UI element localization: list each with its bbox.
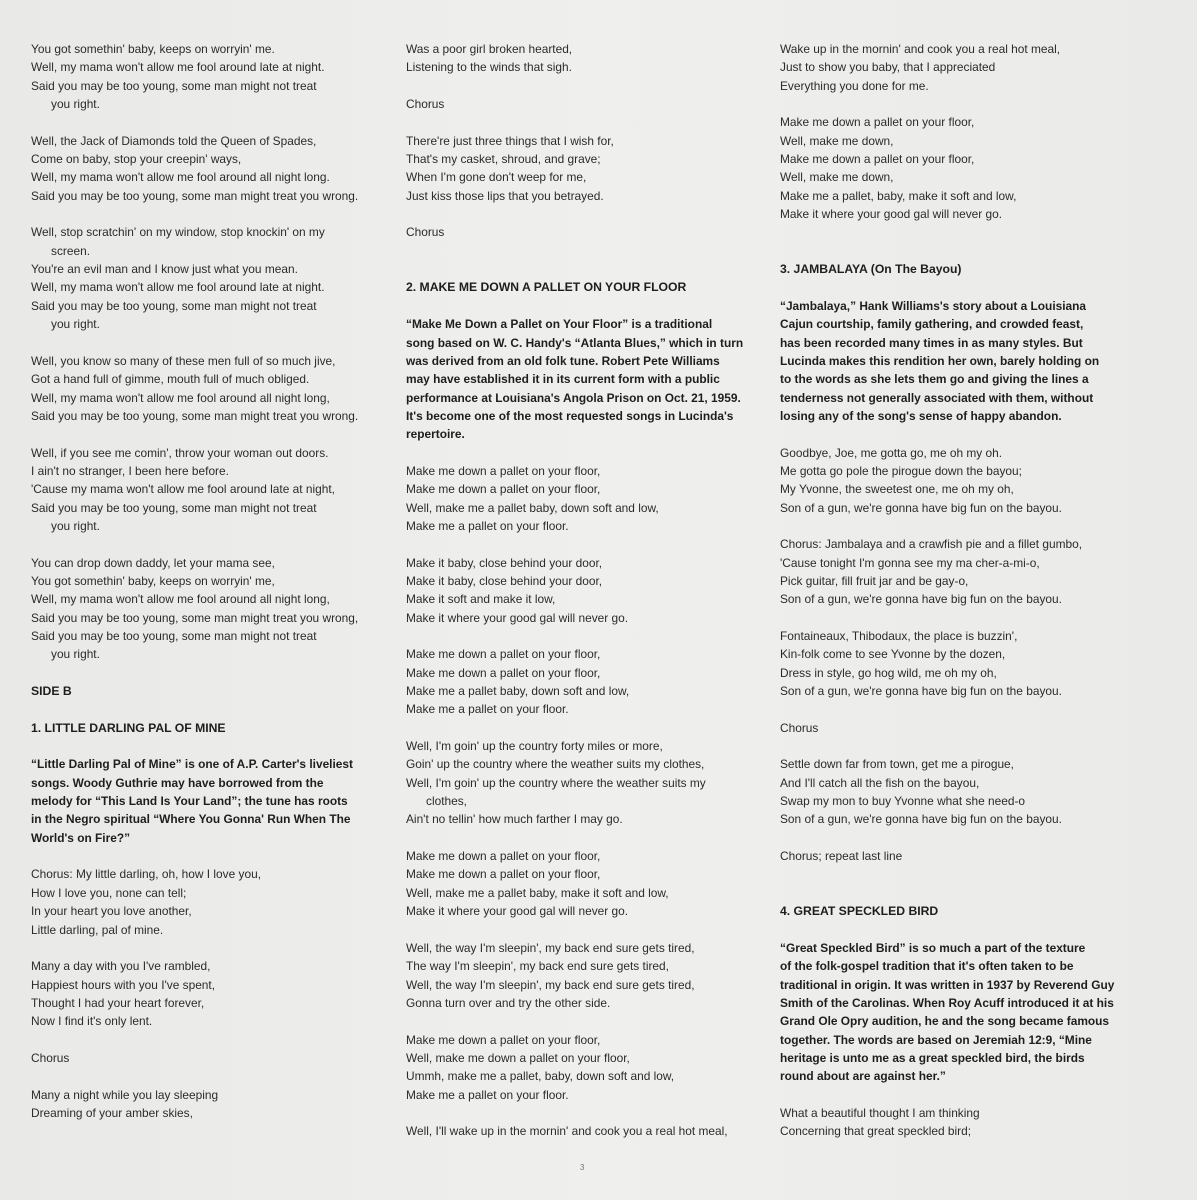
lyric-line: Make me down a pallet on your floor, — [406, 463, 601, 478]
lyric-line: Said you may be too young, some man might treat you wrong. — [31, 188, 359, 203]
lyric-line: Thought I had your heart forever, — [31, 995, 205, 1010]
blank-line — [780, 1086, 1120, 1104]
lyric-line: Make it soft and make it low, — [406, 592, 556, 607]
lyric-line: Said you may be too young, some man might treat you wrong, — [31, 610, 359, 625]
lyric-line: Make me down a pallet on your floor, — [406, 1032, 601, 1047]
lyric-line: Chorus: Jambalaya and a crawfish pie and a fillet gumbo, — [780, 537, 1083, 552]
song-intro-line: melody for “This Land Is Your Land”; the tune has roots — [31, 794, 348, 809]
blank-line — [780, 829, 1120, 847]
lyric-line: Make me down a pallet on your floor, — [406, 867, 601, 882]
lyric-line: Everything you done for me. — [780, 78, 929, 93]
lyric-line: Chorus — [31, 1050, 70, 1065]
lyric-line: Chorus: My little darling, oh, how I love you, — [31, 867, 261, 882]
lyric-line: Wake up in the mornin' and cook you a real hot meal, — [780, 42, 1061, 56]
blank-line — [780, 425, 1120, 443]
blank-line — [406, 444, 761, 462]
lyric-line: Goodbye, Joe, me gotta go, me oh my oh. — [780, 445, 1003, 460]
lyric-line: Said you may be too young, some man might not treat — [31, 78, 317, 93]
blank-line — [406, 1012, 761, 1030]
lyric-line: The way I'm sleepin', my back end sure gets tired, — [406, 959, 669, 974]
blank-line — [780, 884, 1120, 902]
lyric-line: Said you may be too young, some man might treat you wrong. — [31, 408, 359, 423]
lyric-line: Make me down a pallet on your floor, — [406, 849, 601, 864]
lyric-line: Make me a pallet, baby, make it soft and low, — [780, 188, 1017, 203]
section-heading: 1. LITTLE DARLING PAL OF MINE — [31, 720, 226, 735]
lyric-line: Come on baby, stop your creepin' ways, — [31, 152, 242, 167]
blank-line — [406, 829, 761, 847]
song-intro-line: losing any of the song's sense of happy abandon. — [780, 408, 1062, 423]
blank-line — [780, 700, 1120, 718]
lyric-line: Dreaming of your amber skies, — [31, 1105, 193, 1120]
lyric-line: clothes, — [426, 794, 467, 809]
blank-line — [780, 865, 1120, 883]
blank-line — [406, 260, 761, 278]
blank-line — [406, 113, 761, 131]
blank-line — [31, 334, 383, 352]
lyric-line: Said you may be too young, some man might not treat — [31, 298, 317, 313]
song-intro-line: “Great Speckled Bird” is so much a part of the texture — [780, 940, 1086, 955]
lyric-line: Chorus; repeat last line — [780, 849, 903, 864]
lyric-line: Son of a gun, we're gonna have big fun on the bayou. — [780, 592, 1062, 607]
lyric-line: Well, I'll wake up in the mornin' and cook you a real hot meal, — [406, 1124, 728, 1139]
blank-line — [31, 664, 383, 682]
blank-line — [780, 223, 1120, 241]
lyric-line: Many a day with you I've rambled, — [31, 959, 211, 974]
lyric-line: 'Cause tonight I'm gonna see my ma cher-a-mi-o, — [780, 555, 1040, 570]
blank-line — [780, 242, 1120, 260]
lyric-line: Well, my mama won't allow me fool around late at night. — [31, 60, 325, 75]
song-intro-line: together. The words are based on Jeremiah 12:9, “Mine — [780, 1032, 1092, 1047]
song-intro-line: Grand Ole Opry audition, he and the song became famous — [780, 1014, 1110, 1029]
blank-line — [780, 517, 1120, 535]
lyric-line: Ummh, make me a pallet, baby, down soft and low, — [406, 1069, 675, 1084]
lyric-line: Now I find it's only lent. — [31, 1014, 153, 1029]
blank-line — [406, 921, 761, 939]
lyric-line: Well, the way I'm sleepin', my back end sure gets tired, — [406, 940, 695, 955]
lyric-line: Make it baby, close behind your door, — [406, 555, 603, 570]
blank-line — [780, 609, 1120, 627]
song-intro-line: “Make Me Down a Pallet on Your Floor” is a traditional — [406, 317, 713, 332]
song-intro-line: songs. Woody Guthrie may have borrowed from the — [31, 775, 324, 790]
lyric-line: Chorus — [406, 225, 445, 240]
lyric-line: Well, make me down, — [780, 133, 894, 148]
song-intro-line: song based on W. C. Handy's “Atlanta Blues,” which in turn — [406, 335, 744, 350]
song-intro-line: repertoire. — [406, 427, 465, 442]
lyric-line: Well, my mama won't allow me fool around late at night. — [31, 280, 325, 295]
blank-line — [406, 77, 761, 95]
lyric-line: Well, the way I'm sleepin', my back end sure gets tired, — [406, 977, 695, 992]
song-intro-line: to the words as she lets them go and giving the lines a — [780, 372, 1089, 387]
lyric-line: I ain't no stranger, I been here before. — [31, 463, 229, 478]
song-intro-line: “Jambalaya,” Hank Williams's story about a Louisiana — [780, 298, 1087, 313]
blank-line — [31, 1067, 383, 1085]
lyric-line: Concerning that great speckled bird; — [780, 1124, 972, 1139]
lyric-line: you right. — [51, 518, 100, 533]
lyric-line: Son of a gun, we're gonna have big fun on the bayou. — [780, 684, 1062, 699]
song-intro-line: in the Negro spiritual “Where You Gonna' Run When The — [31, 812, 351, 827]
lyric-line: My Yvonne, the sweetest one, me oh my oh, — [780, 482, 1014, 497]
blank-line — [31, 700, 383, 718]
song-intro-line: Smith of the Carolinas. When Roy Acuff introduced it at his — [780, 995, 1114, 1010]
lyric-line: Make me down a pallet on your floor, — [780, 152, 975, 167]
lyric-line: Son of a gun, we're gonna have big fun on the bayou. — [780, 500, 1062, 515]
blank-line — [406, 242, 761, 260]
lyric-line: There're just three things that I wish for, — [406, 133, 614, 148]
blank-line — [31, 1031, 383, 1049]
blank-line — [31, 535, 383, 553]
blank-line — [780, 95, 1120, 113]
blank-line — [31, 425, 383, 443]
lyric-line: Goin' up the country where the weather suits my clothes, — [406, 757, 705, 772]
lyric-line: Well, stop scratchin' on my window, stop knockin' on my — [31, 225, 325, 240]
blank-line — [780, 737, 1120, 755]
lyric-line: Settle down far from town, get me a pirogue, — [780, 757, 1014, 772]
lyric-line: Make it where your good gal will never go. — [406, 610, 629, 625]
lyric-line: Just to show you baby, that I appreciated — [780, 60, 996, 75]
lyric-line: Ain't no tellin' how much farther I may go. — [406, 812, 623, 827]
blank-line — [31, 939, 383, 957]
blank-line — [406, 627, 761, 645]
lyric-line: you right. — [51, 97, 100, 112]
blank-line — [31, 737, 383, 755]
lyric-line: you right. — [51, 317, 100, 332]
blank-line — [406, 205, 761, 223]
song-intro-line: performance at Louisiana's Angola Prison on Oct. 21, 1959. — [406, 390, 741, 405]
song-intro-line: may have established it in its current form with a public — [406, 372, 720, 387]
song-intro-line: of the folk-gospel tradition that it's often taken to be — [780, 959, 1074, 974]
lyric-line: Chorus — [406, 97, 445, 112]
lyric-line: Well, I'm goin' up the country forty miles or more, — [406, 739, 663, 754]
lyric-line: Make me down a pallet on your floor, — [406, 665, 601, 680]
song-intro-line: was derived from an old folk tune. Robert Pete Williams — [406, 353, 720, 368]
lyric-line: Swap my mon to buy Yvonne what she need-o — [780, 794, 1026, 809]
blank-line — [406, 719, 761, 737]
lyric-line: Make it baby, close behind your door, — [406, 573, 603, 588]
lyric-line: Was a poor girl broken hearted, — [406, 42, 573, 56]
lyric-line: Make it where your good gal will never go. — [780, 207, 1003, 222]
lyric-line: What a beautiful thought I am thinking — [780, 1105, 980, 1120]
blank-line — [31, 113, 383, 131]
lyric-line: Make me a pallet on your floor. — [406, 518, 569, 533]
lyric-line: You got somethin' baby, keeps on worryin' me, — [31, 573, 275, 588]
lyric-line: Listening to the winds that sigh. — [406, 60, 572, 75]
lyric-line: Make me a pallet baby, down soft and low, — [406, 684, 630, 699]
lyric-line: Well, make me down a pallet on your floor, — [406, 1050, 630, 1065]
lyric-line: How I love you, none can tell; — [31, 885, 187, 900]
lyric-line: Son of a gun, we're gonna have big fun on the bayou. — [780, 812, 1062, 827]
lyric-line: When I'm gone don't weep for me, — [406, 170, 587, 185]
lyric-line: Well, make me down, — [780, 170, 894, 185]
lyric-line: Well, I'm goin' up the country where the weather suits my — [406, 775, 706, 790]
song-intro-line: tenderness not generally associated with them, without — [780, 390, 1094, 405]
song-intro-line: It's become one of the most requested songs in Lucinda's — [406, 408, 734, 423]
lyric-line: Make me a pallet on your floor. — [406, 1087, 569, 1102]
song-intro-line: “Little Darling Pal of Mine” is one of A.P. Carter's liveliest — [31, 757, 353, 772]
lyric-line: Well, you know so many of these men full of so much jive, — [31, 353, 336, 368]
section-heading: 4. GREAT SPECKLED BIRD — [780, 904, 939, 919]
lyric-line: Well, the Jack of Diamonds told the Queen of Spades, — [31, 133, 317, 148]
lyric-line: Happiest hours with you I've spent, — [31, 977, 216, 992]
blank-line — [31, 847, 383, 865]
lyric-line: Make me down a pallet on your floor, — [406, 647, 601, 662]
lyric-line: Said you may be too young, some man might not treat — [31, 500, 317, 515]
lyric-line: Just kiss those lips that you betrayed. — [406, 188, 604, 203]
lyric-line: Said you may be too young, some man might not treat — [31, 629, 317, 643]
section-heading: 2. MAKE ME DOWN A PALLET ON YOUR FLOOR — [406, 280, 687, 295]
song-intro-line: World's on Fire?” — [31, 830, 131, 845]
blank-line — [406, 297, 761, 315]
lyric-line: Make me a pallet on your floor. — [406, 702, 569, 717]
lyric-line: Well, my mama won't allow me fool around all night long, — [31, 390, 330, 405]
lyric-line: Fontaineaux, Thibodaux, the place is buzzin', — [780, 629, 1018, 643]
blank-line — [406, 1104, 761, 1122]
lyric-line: Well, if you see me comin', throw your woman out doors. — [31, 445, 329, 460]
lyric-line: Chorus — [780, 720, 819, 735]
song-intro-line: Lucinda makes this rendition her own, barely holding on — [780, 353, 1100, 368]
lyric-line: Me gotta go pole the pirogue down the bayou; — [780, 463, 1022, 478]
lyric-line: You're an evil man and I know just what you mean. — [31, 262, 298, 277]
text-column-left — [31, 40, 383, 1122]
lyric-line: Make it where your good gal will never go. — [406, 904, 629, 919]
song-intro-line: round about are against her.” — [780, 1069, 946, 1084]
lyric-line: You got somethin' baby, keeps on worryin' me. — [31, 42, 275, 56]
lyric-line: Well, make me a pallet baby, make it soft and low, — [406, 885, 669, 900]
lyric-line: Well, my mama won't allow me fool around all night long. — [31, 170, 330, 185]
lyric-line: Make me down a pallet on your floor, — [780, 115, 975, 130]
blank-line — [780, 278, 1120, 296]
blank-line — [31, 205, 383, 223]
lyric-line: you right. — [51, 647, 100, 662]
page-number: 3 — [580, 1163, 585, 1172]
lyric-line: Kin-folk come to see Yvonne by the dozen, — [780, 647, 1006, 662]
lyric-line: Little darling, pal of mine. — [31, 922, 164, 937]
lyric-line: Gonna turn over and try the other side. — [406, 995, 611, 1010]
lyric-line: Well, make me a pallet baby, down soft and low, — [406, 500, 659, 515]
song-intro-line: heritage is unto me as a great speckled bird, the birds — [780, 1050, 1085, 1065]
blank-line — [780, 921, 1120, 939]
song-intro-line: has been recorded many times in as many styles. But — [780, 335, 1083, 350]
lyric-line: That's my casket, shroud, and grave; — [406, 152, 601, 167]
song-intro-line: traditional in origin. It was written in 1937 by Reverend Guy — [780, 977, 1115, 992]
lyric-line: And I'll catch all the fish on the bayou, — [780, 775, 980, 790]
lyric-line: In your heart you love another, — [31, 904, 192, 919]
song-intro-line: Cajun courtship, family gathering, and crowded feast, — [780, 317, 1084, 332]
lyric-line: Got a hand full of gimme, mouth full of much obliged. — [31, 372, 310, 387]
text-column-right — [780, 40, 1120, 1141]
lyric-line: Dress in style, go hog wild, me oh my oh, — [780, 665, 997, 680]
lyric-line: 'Cause my mama won't allow me fool around late at night, — [31, 482, 335, 497]
lyric-line: You can drop down daddy, let your mama see, — [31, 555, 275, 570]
blank-line — [406, 535, 761, 553]
section-heading: 3. JAMBALAYA (On The Bayou) — [780, 262, 962, 277]
section-heading: SIDE B — [31, 684, 72, 699]
lyric-line: Well, my mama won't allow me fool around all night long, — [31, 592, 330, 607]
lyric-line: screen. — [51, 243, 90, 258]
lyric-line: Make me down a pallet on your floor, — [406, 482, 601, 497]
text-column-middle — [406, 40, 761, 1141]
lyric-line: Many a night while you lay sleeping — [31, 1087, 219, 1102]
lyric-line: Pick guitar, fill fruit jar and be gay-o, — [780, 573, 969, 588]
